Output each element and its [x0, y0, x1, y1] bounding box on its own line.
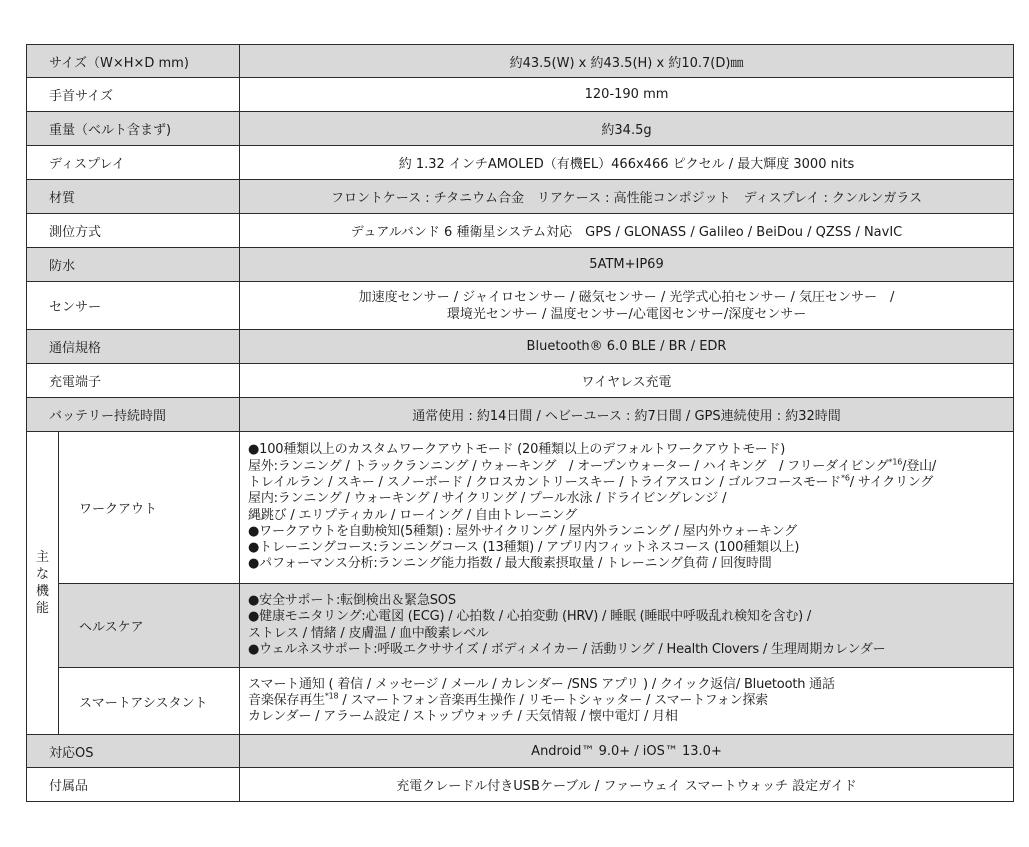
feature-line: 屋内:ランニング / ウォーキング / サイクリング / プール水泳 / ドライビングレンジ /	[248, 491, 727, 507]
spec-value: フロントケース : チタニウム合金 リアケース : 高性能コンポジット ディスプレイ : クンルンガラス	[240, 180, 1014, 214]
spec-value: 約43.5(W) x 約43.5(H) x 約10.7(D)㎜	[240, 45, 1014, 78]
spec-row-display	[27, 146, 1014, 180]
feature-line	[248, 459, 1007, 475]
spec-row-weight	[27, 112, 1014, 146]
feature-details	[240, 668, 1014, 735]
feature-line: ●ワークアウトを自動検知(5種類) : 屋外サイクリング / 屋内外ランニング / 屋内外ウォーキング	[248, 523, 797, 539]
spec-value: 5ATM+IP69	[240, 248, 1014, 282]
feature-line	[248, 693, 1007, 709]
feature-row-health	[27, 584, 1014, 668]
feature-line: ●ウェルネスサポート:呼吸エクササイズ / ボディメイカー / 活動リング / Health Clovers / 生理周期カレンダー	[248, 641, 886, 657]
spec-label: 手首サイズ	[27, 78, 240, 112]
spec-value: 通常使用 : 約14日間 / ヘビーユース : 約7日間 / GPS連続使用 : 約32時間	[240, 398, 1014, 432]
spec-row-waterproof	[27, 248, 1014, 282]
feature-line-text: /登山/	[902, 458, 937, 474]
spec-label: 付属品	[27, 768, 240, 802]
spec-row-charging	[27, 364, 1014, 398]
spec-row-os	[27, 735, 1014, 768]
spec-value: Bluetooth® 6.0 BLE / BR / EDR	[240, 330, 1014, 364]
feature-line: ストレス / 情緒 / 皮膚温 / 血中酸素レベル	[248, 625, 489, 641]
spec-row-size	[27, 45, 1014, 78]
feature-line: スマート通知 ( 着信 / メッセージ / メール / カレンダー /SNS アプリ ) / クイック返信/ Bluetooth 通話	[248, 676, 835, 692]
feature-line	[248, 475, 1007, 491]
feature-details	[240, 432, 1014, 584]
feature-line-text: / サイクリング	[849, 474, 934, 490]
spec-value: Android™ 9.0+ / iOS™ 13.0+	[240, 735, 1014, 768]
spec-value: 約34.5g	[240, 112, 1014, 146]
spec-row-positioning	[27, 214, 1014, 248]
feature-line: ●パフォーマンス分析:ランニング能力指数 / 最大酸素摂取量 / トレーニング負荷 / 回復時間	[248, 556, 772, 572]
spec-row-wrist	[27, 78, 1014, 112]
spec-value: 120-190 mm	[240, 78, 1014, 112]
sensor-line: 環境光センサー / 温度センサー/心電図センサー/深度センサー	[446, 306, 807, 322]
spec-value: ワイヤレス充電	[240, 364, 1014, 398]
sensor-line: 加速度センサー / ジャイロセンサー / 磁気センサー / 光学式心拍センサー / 気圧センサー /	[358, 289, 895, 305]
spec-label: サイズ（W×H×D mm)	[27, 45, 240, 78]
feature-line: ●トレーニングコース:ランニングコース (13種類) / アプリ内フィットネスコース (100種類以上)	[248, 540, 800, 556]
feature-line: カレンダー / アラーム設定 / ストップウォッチ / 天気情報 / 懐中電灯 / 月相	[248, 709, 678, 725]
features-category	[27, 432, 59, 735]
feature-line: ●安全サポート:転倒検出＆緊急SOS	[248, 592, 456, 608]
spec-label: 通信規格	[27, 330, 240, 364]
spec-label: 材質	[27, 180, 240, 214]
spec-label: 重量（ベルト含まず)	[27, 112, 240, 146]
spec-value: デュアルバンド 6 種衛星システム対応 GPS / GLONASS / Galileo / BeiDou / QZSS / NavIC	[240, 214, 1014, 248]
feature-label: ヘルスケア	[59, 584, 240, 668]
feature-line-text: / スマートフォン音楽再生操作 / リモートシャッター / スマートフォン探索	[338, 692, 768, 708]
feature-line: 縄跳び / エリプティカル / ローイング / 自由トレーニング	[248, 507, 577, 523]
feature-line-text: 音楽保存再生	[248, 692, 325, 708]
spec-row-material	[27, 180, 1014, 214]
spec-label: 防水	[27, 248, 240, 282]
spec-label: センサー	[27, 282, 240, 330]
feature-label: ワークアウト	[59, 432, 240, 584]
spec-value	[240, 282, 1014, 330]
feature-line: ●100種類以上のカスタムワークアウトモード (20種類以上のデフォルトワークアウトモード)	[248, 442, 786, 458]
spec-label: 測位方式	[27, 214, 240, 248]
features-category-label: 主な機能	[35, 550, 49, 616]
footnote-mark: *6	[841, 473, 850, 483]
spec-label: 対応OS	[27, 735, 240, 768]
feature-details	[240, 584, 1014, 668]
spec-row-sensor	[27, 282, 1014, 330]
feature-row-workout	[27, 432, 1014, 584]
spec-row-connectivity	[27, 330, 1014, 364]
spec-row-battery	[27, 398, 1014, 432]
spec-label: バッテリー持続時間	[27, 398, 240, 432]
spec-row-accessories	[27, 768, 1014, 802]
spec-value: 充電クレードル付きUSBケーブル / ファーウェイ スマートウォッチ 設定ガイド	[240, 768, 1014, 802]
feature-label: スマートアシスタント	[59, 668, 240, 735]
spec-label: ディスプレイ	[27, 146, 240, 180]
feature-line-text: トレイルラン / スキー / スノーボード / クロスカントリースキー / トライアスロン / ゴルフコースモード	[248, 474, 842, 490]
spec-table	[26, 44, 1014, 802]
spec-value: 約 1.32 インチAMOLED（有機EL）466x466 ピクセル / 最大輝度 3000 nits	[240, 146, 1014, 180]
feature-line: ●健康モニタリング:心電図 (ECG) / 心拍数 / 心拍変動 (HRV) / 睡眠 (睡眠中呼吸乱れ検知を含む) /	[248, 609, 812, 625]
footnote-mark: *18	[324, 691, 339, 701]
spec-label: 充電端子	[27, 364, 240, 398]
feature-row-assistant	[27, 668, 1014, 735]
footnote-mark: *16	[888, 457, 903, 467]
feature-line-text: 屋外:ランニング / トラックランニング / ウォーキング / オープンウォーター / ハイキング / フリーダイビング	[248, 458, 889, 474]
